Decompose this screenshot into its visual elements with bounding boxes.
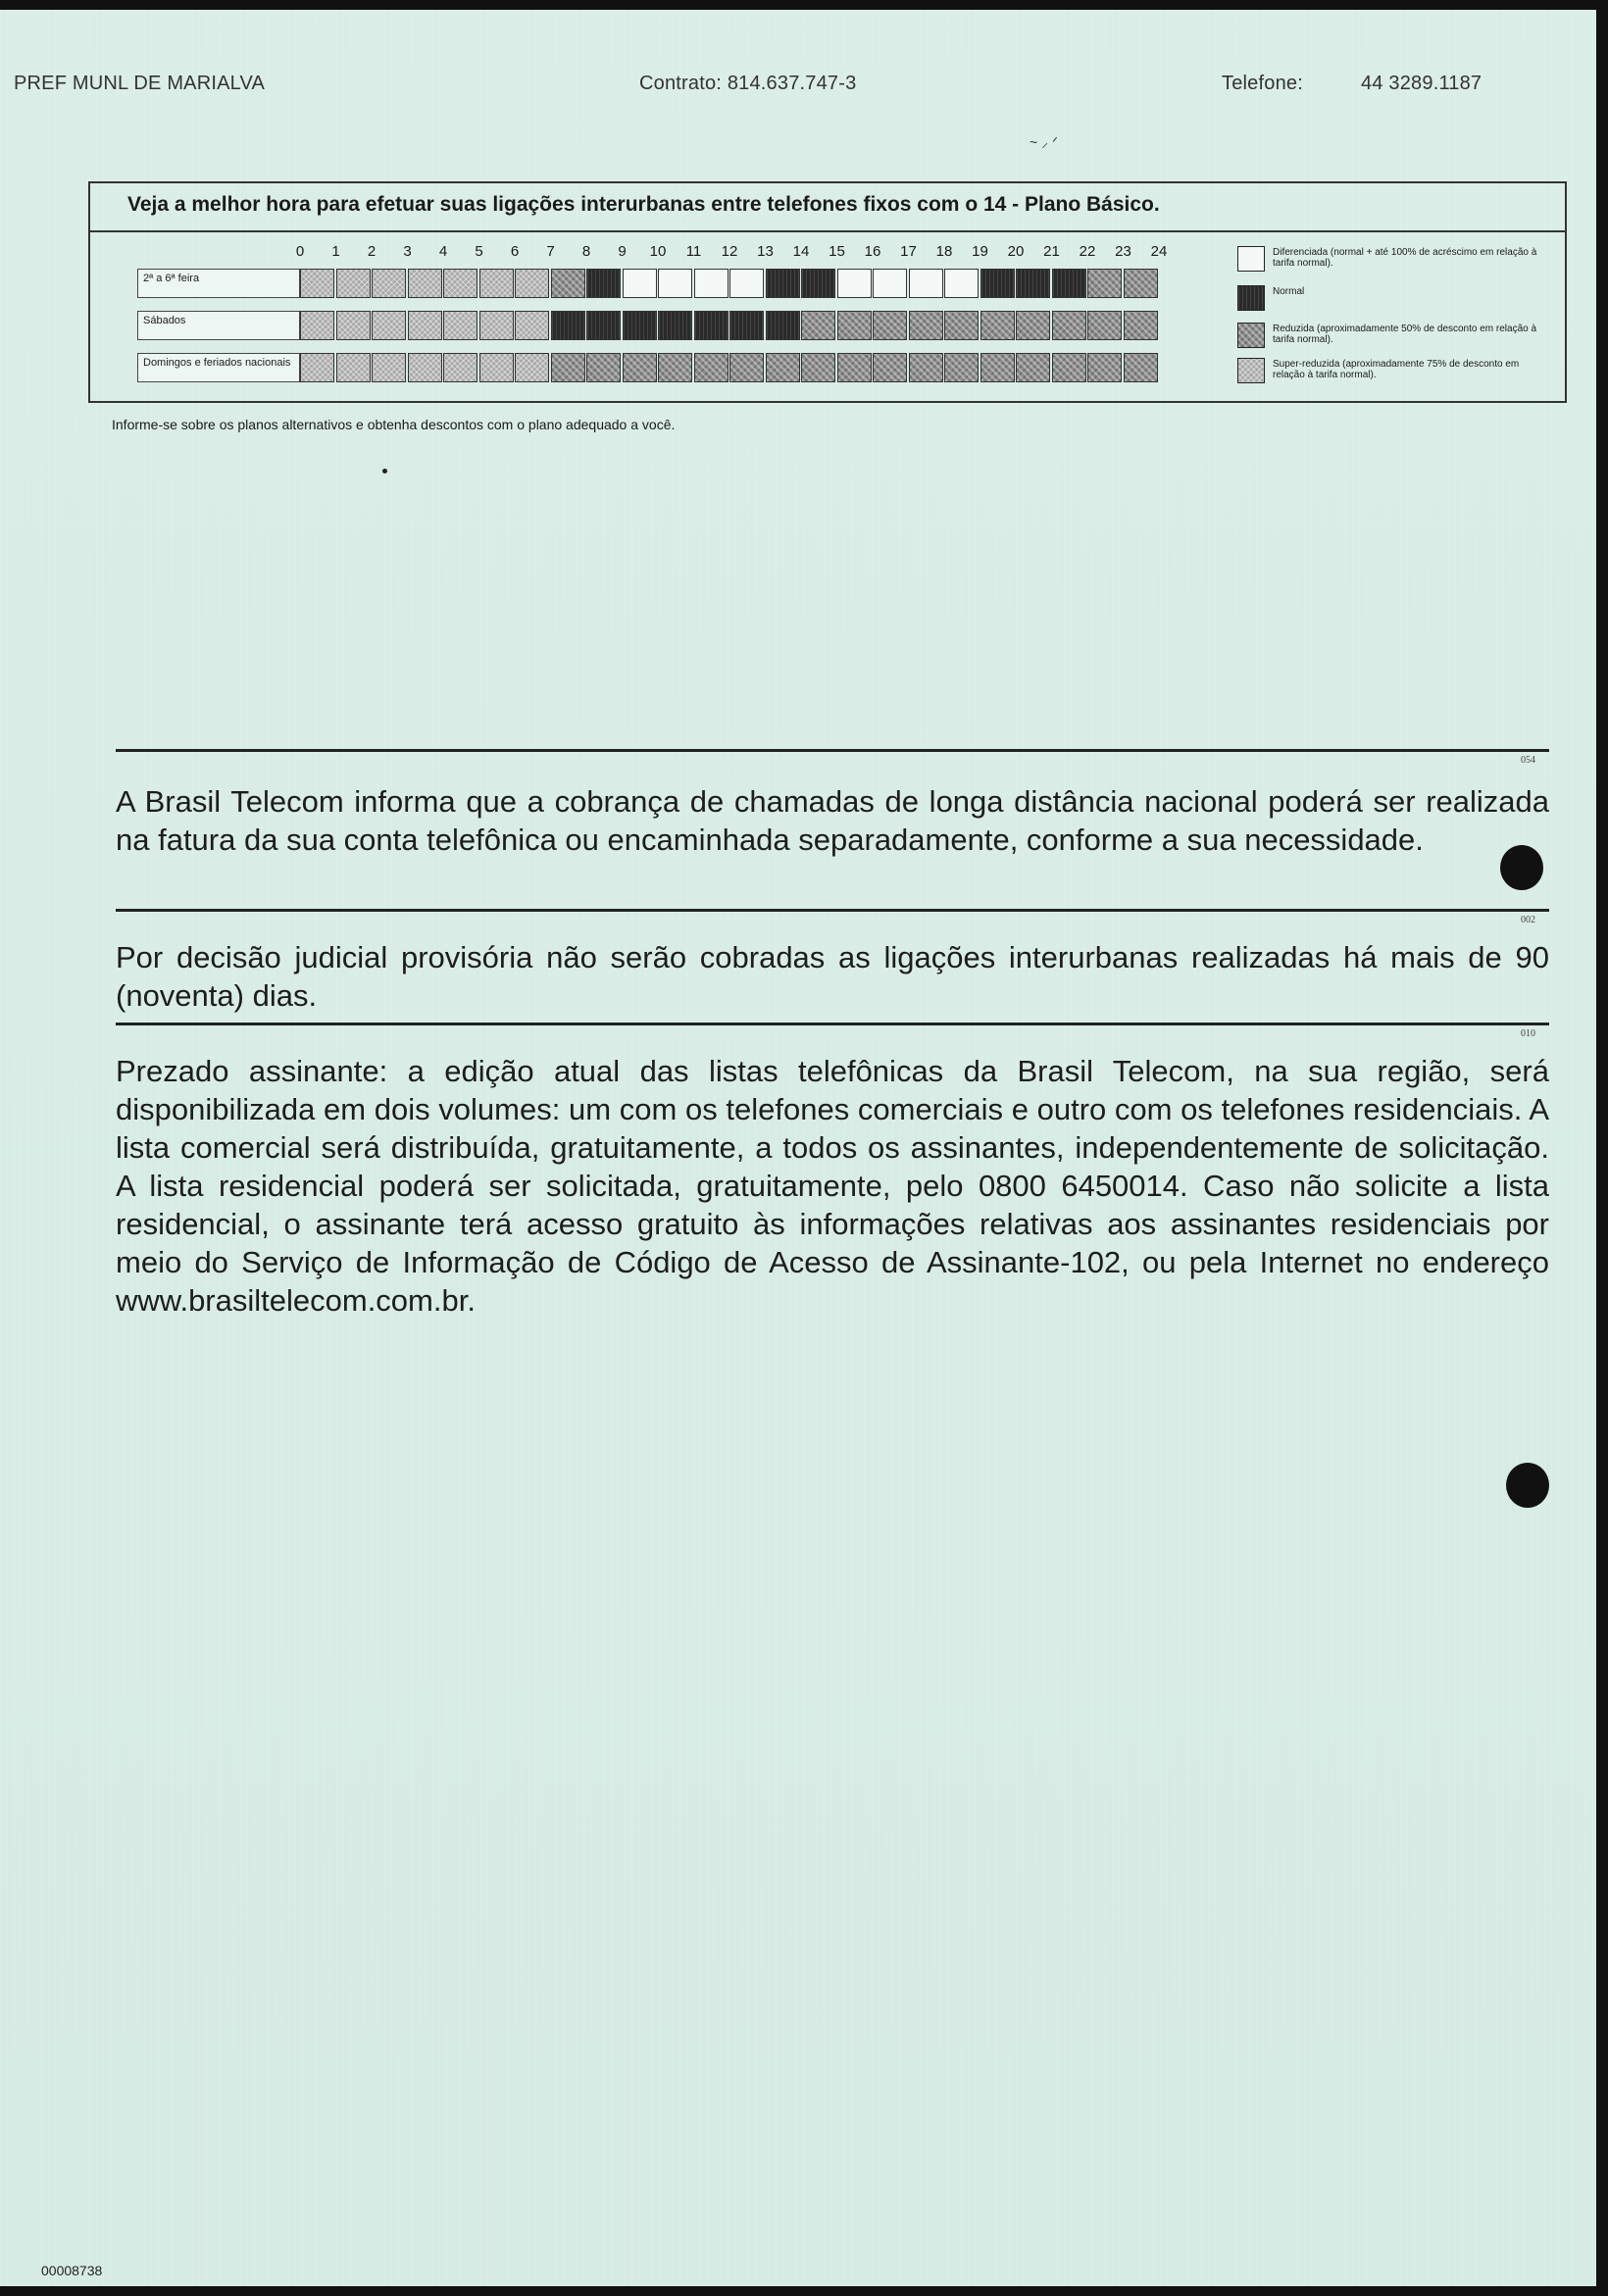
schedule-slot [980,269,1015,298]
schedule-slot [729,353,764,382]
hour-label: 2 [367,243,377,260]
schedule-slot [694,353,729,382]
legend-swatch [1237,358,1265,383]
hour-label: 7 [546,243,555,260]
scan-bottom-border [0,2286,1608,2296]
schedule-slot [515,269,549,298]
schedule-slot [980,311,1015,340]
schedule-slot [694,311,729,340]
schedule-slot [372,269,406,298]
schedule-slot [729,311,764,340]
schedule-slot [944,269,979,298]
schedule-slot [300,353,334,382]
hour-label: 20 [1007,243,1025,260]
legend-label: Super-reduzida (aproximadamente 75% de desconto em relação à tarifa normal). [1273,359,1520,380]
hour-label: 14 [792,243,810,260]
notice-divider [116,749,1549,752]
notice-long-distance-billing: A Brasil Telecom informa que a cobrança de chamadas de longa distância nacional poderá ser realizada na fatura da sua conta telefônica ou encaminhada separadamente, conforme a sua necessidade. [116,784,1549,857]
legend-swatch [1237,323,1265,348]
schedule-slot [300,269,334,298]
schedule-slot [515,353,549,382]
schedule-slot [408,311,442,340]
legend-swatch [1237,246,1265,272]
hour-label: 12 [721,243,738,260]
schedule-slot [944,311,979,340]
hour-label: 22 [1079,243,1096,260]
schedule-slot [443,269,477,298]
schedule-slot [1087,269,1122,298]
hour-label: 21 [1043,243,1060,260]
schedule-slot [1087,311,1122,340]
document-sheet [0,10,1596,2286]
schedule-slot [801,269,835,298]
hour-label: 11 [685,243,702,260]
hour-label: 0 [295,243,305,260]
schedule-row-label: Sábados [137,311,300,340]
schedule-slot [300,311,334,340]
hour-label: 9 [618,243,627,260]
hour-label: 13 [757,243,774,260]
schedule-slot [443,353,477,382]
scan-top-border [0,0,1608,10]
schedule-slot [551,311,585,340]
schedule-row-label: Domingos e feriados nacionais [137,353,300,382]
schedule-note: Informe-se sobre os planos alternativos e obtenha descontos com o plano adequado a você. [112,417,676,432]
notice-code: 054 [1521,755,1535,766]
notice-code: 010 [1521,1028,1535,1039]
schedule-slot [1124,269,1158,298]
pen-scribble-icon: ~ ⸝ ᐟ [1030,134,1058,150]
schedule-slot [623,269,657,298]
hour-label: 4 [438,243,448,260]
hour-label: 19 [972,243,988,260]
schedule-slot [586,269,621,298]
contract-number: Contrato: 814.637.747-3 [639,73,857,94]
schedule-slot [515,311,549,340]
hour-label: 18 [935,243,953,260]
schedule-slot [586,353,621,382]
schedule-slot [909,311,943,340]
schedule-slot [336,353,371,382]
schedule-slot [658,353,692,382]
schedule-slot [1087,353,1122,382]
phone-label: Telefone: [1222,73,1303,94]
hour-label: 1 [331,243,340,260]
notice-divider [116,1023,1549,1025]
document-code: 00008738 [41,2263,103,2278]
schedule-slot [837,269,872,298]
hour-label: 5 [475,243,483,260]
schedule-slot [443,311,477,340]
hour-label: 8 [581,243,591,260]
schedule-slot [909,353,943,382]
schedule-slot [694,269,729,298]
schedule-slot [658,311,692,340]
hour-label: 10 [649,243,667,260]
schedule-slot [1052,269,1086,298]
schedule-slot [1124,353,1158,382]
schedule-slot [479,353,514,382]
schedule-slot [980,353,1015,382]
notice-divider [116,909,1549,912]
schedule-slot [1052,353,1086,382]
hour-label: 6 [510,243,520,260]
schedule-slot [837,311,872,340]
schedule-slot [551,353,585,382]
hour-label: 17 [900,243,917,260]
call-schedule-panel [88,181,1567,403]
schedule-row-label: 2ª a 6ª feira [137,269,300,298]
notice-judicial-decision: Por decisão judicial provisória não serão cobradas as ligações interurbanas realizadas há mais de 90 (noventa) dias. [116,940,1549,1013]
schedule-slot [1052,311,1086,340]
notice-code: 002 [1521,915,1535,925]
schedule-slot [623,311,657,340]
hour-label: 23 [1115,243,1131,260]
schedule-slot [873,353,907,382]
legend-label: Diferenciada (normal + até 100% de acréscimo em relação à tarifa normal). [1273,247,1537,269]
schedule-slot [1124,311,1158,340]
schedule-slot [1016,353,1050,382]
schedule-slot [623,353,657,382]
schedule-slot [408,353,442,382]
schedule-slot [479,269,514,298]
schedule-slot [873,269,907,298]
schedule-slot [801,311,835,340]
schedule-slot [729,269,764,298]
notice-phone-directory: Prezado assinante: a edição atual das listas telefônicas da Brasil Telecom, na sua região, será disponibilizada em dois volumes: um com os telefones comerciais e outro com os telefones residenciais. A lista comercial será distribuída, gratuitamente, a todos os assinantes, independentemente de solicitação. A lista residencial poderá ser solicitada, gratuitamente, pelo 0800 6450014. Caso não solicite a lista residencial, o assinante terá acesso gratuito às informações relativas aos assinantes residenciais por meio do Serviço de Informação de Código de Acesso de Assinante-102, ou pela Internet no endereço www.brasiltelecom.com.br. [116,1054,1549,1318]
legend-swatch [1237,285,1265,311]
hour-label: 3 [403,243,412,260]
schedule-slot [408,269,442,298]
schedule-slot [586,311,621,340]
schedule-slot [336,311,371,340]
schedule-slot [766,269,800,298]
schedule-slot [766,311,800,340]
schedule-slot [479,311,514,340]
punch-hole-icon [1506,1463,1549,1508]
schedule-slot [551,269,585,298]
punch-hole-icon [1500,845,1543,890]
schedule-slot [372,353,406,382]
schedule-slot [801,353,835,382]
hour-label: 24 [1150,243,1168,260]
schedule-title: Veja a melhor hora para efetuar suas ligações interurbanas entre telefones fixos com o 14 - Plano Básico. [90,183,1565,232]
schedule-slot [372,311,406,340]
phone-number: 44 3289.1187 [1361,73,1482,94]
schedule-slot [909,269,943,298]
hour-label: 15 [829,243,845,260]
schedule-slot [766,353,800,382]
hour-label: 16 [864,243,881,260]
legend-label: Reduzida (aproximadamente 50% de desconto em relação à tarifa normal). [1273,324,1537,345]
schedule-slot [658,269,692,298]
scan-right-border [1596,0,1608,2296]
schedule-slot [873,311,907,340]
schedule-slot [1016,311,1050,340]
schedule-slot [944,353,979,382]
schedule-slot [1016,269,1050,298]
ink-dot-icon [382,469,387,474]
legend-label: Normal [1273,286,1305,297]
schedule-slot [837,353,872,382]
schedule-slot [336,269,371,298]
customer-name: PREF MUNL DE MARIALVA [14,73,266,94]
